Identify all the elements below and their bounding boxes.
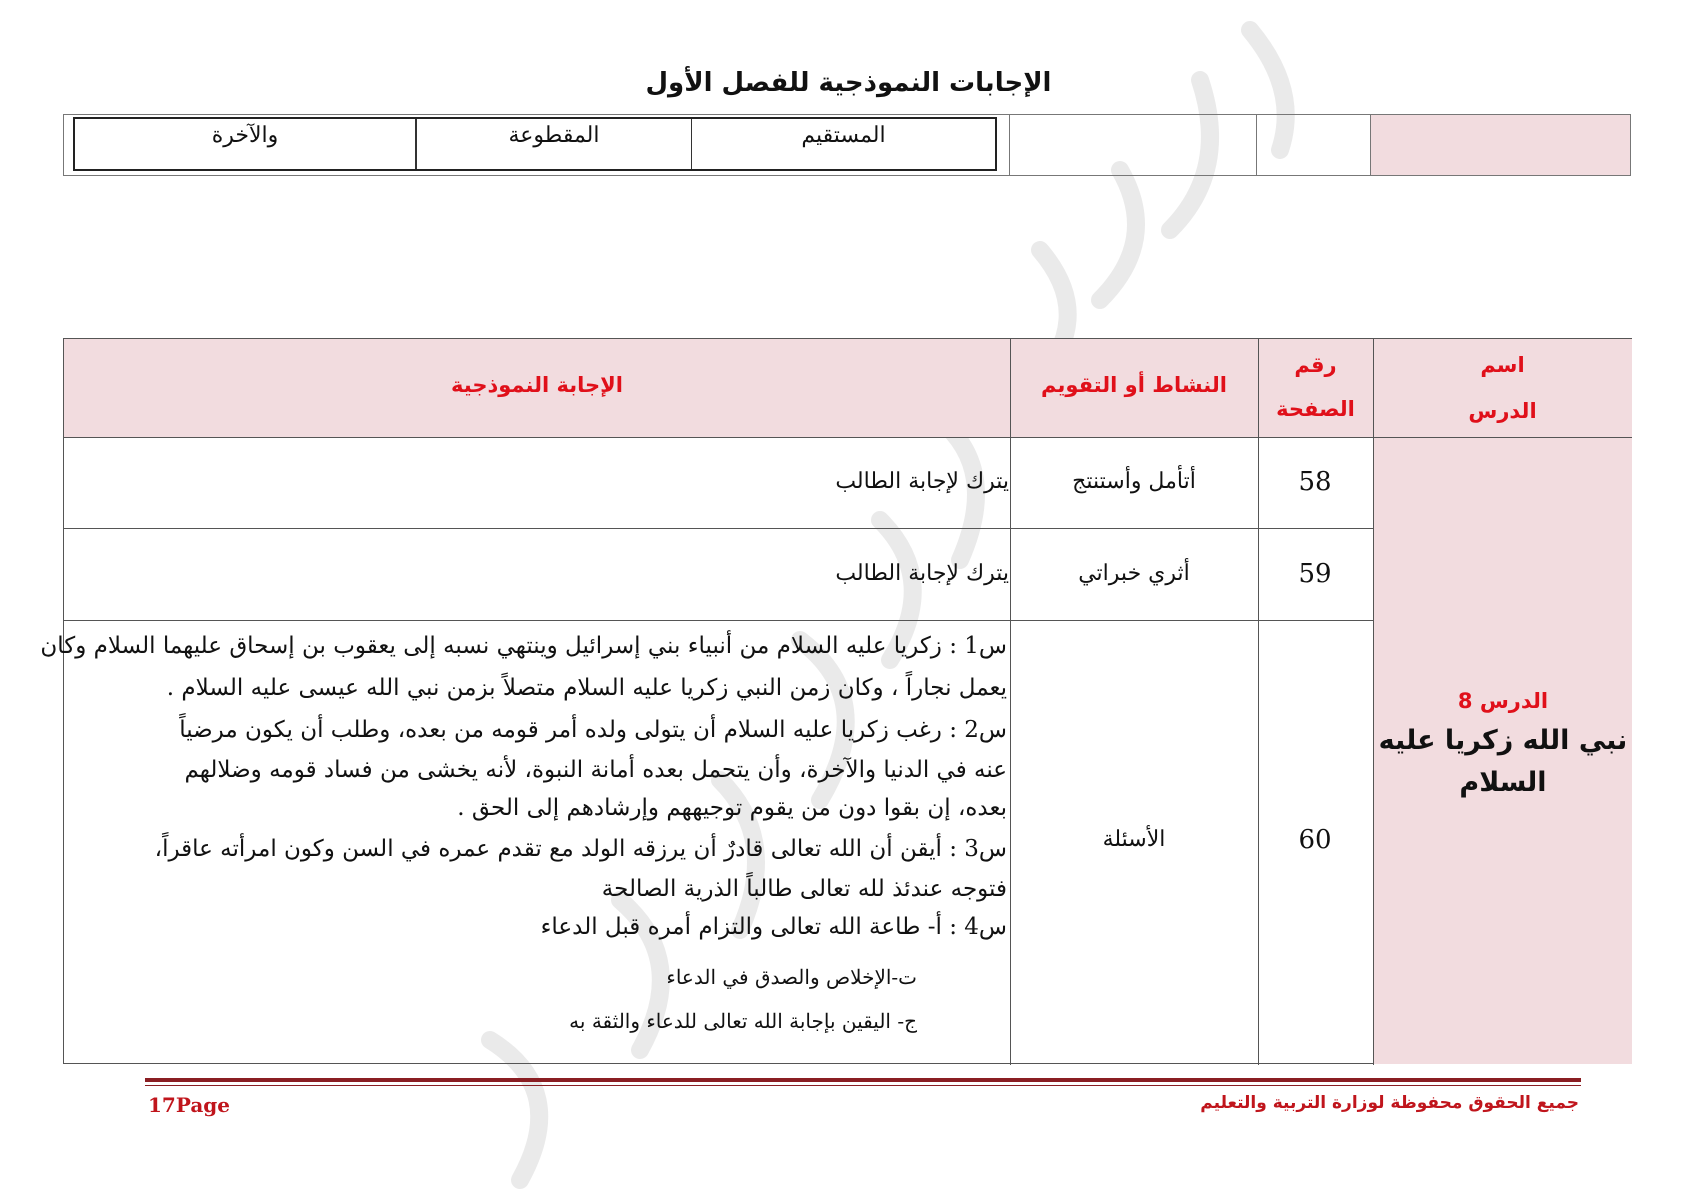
top-row-edge (63, 115, 71, 175)
header-activity (1010, 339, 1258, 437)
footer-rule (145, 1078, 1581, 1082)
header-model-answer-text: الإجابة النموذجية (451, 373, 623, 397)
question-line-6: س3 : أيقن أن الله تعالى قادرٌ أن يرزقه الولد مع تقدم عمره في السن وكون امرأته عاقراً، (154, 836, 1007, 862)
lesson-title-line2: السلام (1459, 767, 1547, 798)
page-title: الإجابات النموذجية للفصل الأول (645, 68, 1052, 98)
header-activity-text: النشاط أو التقويم (1041, 373, 1227, 397)
answer-word-1: المستقيم (801, 123, 886, 148)
row-3-activity: الأسئلة (1102, 827, 1166, 852)
lesson-cell (1374, 437, 1632, 1064)
answer-box (73, 117, 997, 171)
lesson-label: الدرس 8 (1457, 689, 1549, 713)
header-lesson-line2: الدرس (1468, 399, 1537, 423)
header-lesson-line1: اسم (1480, 353, 1525, 377)
question-line-2: يعمل نجاراً ، وكان زمن النبي زكريا عليه السلام متصلاً بزمن نبي الله عيسى عليه السلام . (166, 675, 1007, 701)
question-line-8: س4 : أ- طاعة الله تعالى والتزام أمره قبل الدعاء (540, 914, 1007, 940)
top-table-row (63, 114, 1631, 176)
row-1-activity: أتأمل وأستنتج (1072, 469, 1196, 494)
rights-notice: جميع الحقوق محفوظة لوزارة التربية والتعليم (1200, 1093, 1579, 1113)
question-line-3: س2 : رغب زكريا عليه السلام أن يتولى ولده أمر قومه من بعده، وطلب أن يكون مرضياً (179, 717, 1007, 743)
row-2-page: 59 (1298, 559, 1332, 589)
row-2-answer: يترك لإجابة الطالب (835, 561, 1009, 586)
top-page-cell (1257, 115, 1371, 175)
top-lesson-cell (1371, 115, 1631, 175)
row-3-page: 60 (1298, 825, 1332, 855)
question-line-10: ج- اليقين بإجابة الله تعالى للدعاء والثقة به (569, 1009, 917, 1033)
header-lesson (1373, 339, 1632, 437)
answers-table (40, 338, 1632, 1064)
row-1-answer: يترك لإجابة الطالب (835, 469, 1009, 494)
answer-word-3: والآخرة (211, 123, 279, 148)
answer-word-2: المقطوعة (508, 123, 600, 148)
header-page-line1: رقم (1294, 353, 1337, 377)
footer-rule-thin (145, 1085, 1581, 1086)
question-line-9: ت-الإخلاص والصدق في الدعاء (666, 965, 917, 989)
top-activity-cell (1010, 115, 1257, 175)
page-number: 17Page (148, 1093, 231, 1117)
row-1-page: 58 (1298, 467, 1332, 497)
header-page-line2: الصفحة (1276, 397, 1355, 421)
lesson-title-line1: نبي الله زكريا عليه (1378, 725, 1628, 756)
question-line-5: بعده، إن بقوا دون من يقوم توجيههم وإرشادهم إلى الحق . (457, 795, 1007, 821)
header-model-answer (64, 339, 1010, 437)
row-2-activity: أثري خبراتي (1078, 561, 1190, 586)
header-page (1258, 339, 1373, 437)
question-line-7: فتوجه عندئذ لله تعالى طالباً الذرية الصالحة (601, 876, 1007, 902)
question-line-1: س1 : زكريا عليه السلام من أنبياء بني إسرائيل وينتهي نسبه إلى يعقوب بن إسحاق عليهما السلام وكان (40, 633, 1007, 659)
question-line-4: عنه في الدنيا والآخرة، وأن يتحمل بعده أمانة النبوة، لأنه يخشى من فساد قومه وضلالهم (184, 757, 1007, 783)
